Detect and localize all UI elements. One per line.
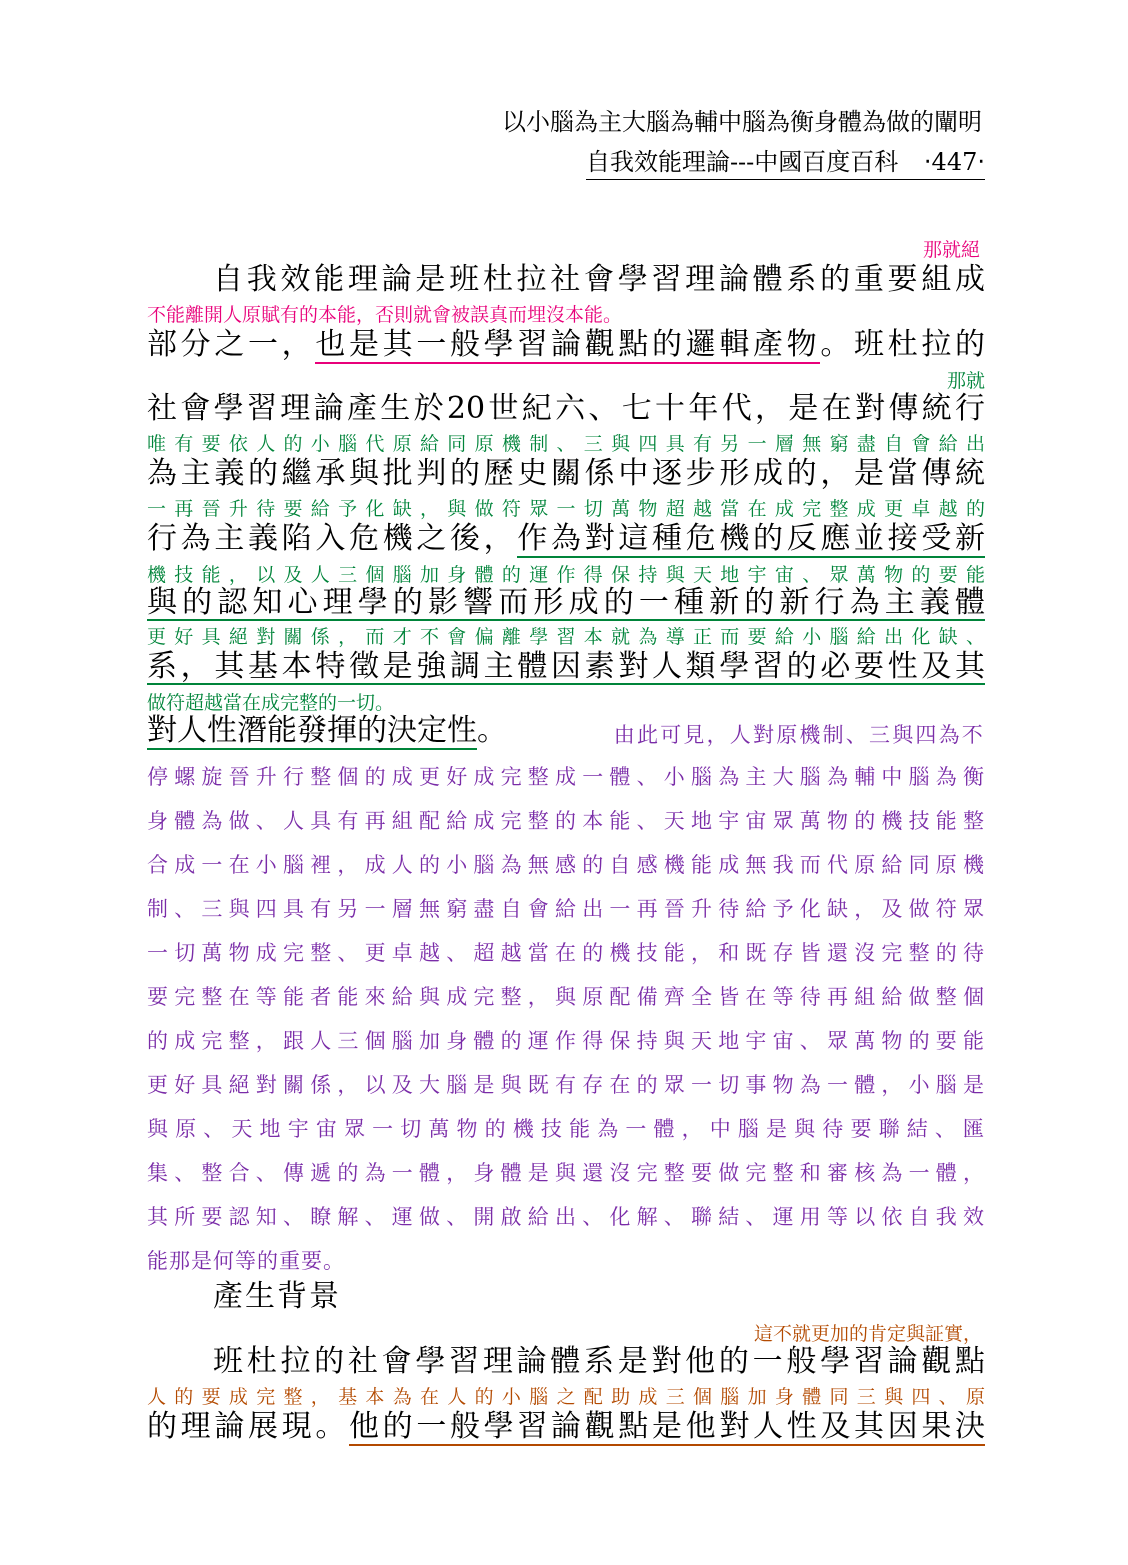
text-segment: 的理論展現。 [147,1409,349,1444]
paragraph-line: 停螺旋晉升行整個的成更好成完整成一體、小腦為主大腦為輔中腦為衡 [147,765,985,789]
underlined-phrase: 與的認知心理學的影響而形成的一種新的新行為主義體 [147,585,985,620]
paragraph-line: 合成一在小腦裡，成人的小腦為無感的自感機能成無我而代原給同原機 [147,853,985,877]
annotation-6: 更好具絕對關係，而才不會偏離學習本就為導正而要給小腦給出化缺、 [147,626,985,648]
paragraph-line: 身體為做、人具有再組配給成完整的本能、天地宇宙眾萬物的機技能整 [147,809,985,833]
main-line-9: 班杜拉的社會學習理論體系是對他的一般學習論觀點 [213,1344,985,1379]
main-line-7 [147,649,985,685]
paragraph-line: 制、三與四具有另一層無窮盡自會給出一再晉升待給予化缺，及做符眾 [147,897,985,921]
page-header-subtitle-row [586,146,985,180]
paragraph-line: 其所要認知、瞭解、運做、開啟給出、化解、聯結、運用等以依自我效 [147,1205,985,1229]
paragraph-line: 集、整合、傳遞的為一體，身體是與還沒完整要做完整和審核為一體， [147,1161,985,1185]
purple-text-segment: 由此可見，人對原機制、三與四為不 [613,723,985,747]
underlined-phrase: 也是其一般學習論觀點的邏輯產物 [315,327,821,362]
main-line-8 [147,713,985,749]
text-segment: 行為主義陷入危機之後， [147,521,518,556]
paragraph-line: 能那是何等的重要。 [147,1249,345,1273]
annotation-9: 人的要成完整，基本為在人的小腦之配助成三個腦加身體同三與四、原 [147,1386,985,1408]
annotation-3: 唯有要依人的小腦代原給同原機制、三與四具有另一層無窮盡自會給出 [147,433,985,455]
paragraph-line: 的成完整，跟人三個腦加身體的運作得保持與天地宇宙、眾萬物的要能 [147,1029,985,1053]
paragraph-line: 要完整在等能者能來給與成完整，與原配備齊全皆在等待再組給做整個 [147,985,985,1009]
text-segment: 。 [477,713,507,748]
annotation-5: 機技能，以及人三個腦加身體的運作得保持與天地宇宙、眾萬物的要能 [147,564,985,586]
page-header-subtitle: 自我效能理論---中國百度百科 [585,148,899,176]
paragraph-line: 與原、天地宇宙眾一切萬物的機技能為一體，中腦是與待要聯結、匯 [147,1117,985,1141]
main-line-3: 社會學習理論產生於20世紀六、七十年代，是在對傳統行 [147,391,985,426]
main-line-4: 為主義的繼承與批判的歷史關係中逐步形成的，是當傳統 [147,456,985,491]
annotation-1: 不能離開人原賦有的本能，否則就會被誤真而埋沒本能。 [147,304,623,326]
main-line-10 [147,1409,985,1445]
text-segment: 。班杜拉的 [820,327,986,362]
main-line-1: 自我效能理論是班杜拉社會學習理論體系的重要組成 [213,262,985,297]
main-line-2 [147,327,985,363]
underlined-phrase: 對人性潛能發揮的決定性 [147,713,477,748]
annotation-4: 一再晉升待要給予化缺，與做符眾一切萬物超越當在成完整成更卓越的 [147,498,985,520]
underlined-phrase: 他的一般學習論觀點是他對人性及其因果決 [349,1409,985,1444]
paragraph-line: 更好具絕對關係，以及大腦是與既有存在的眾一切事物為一體，小腦是 [147,1073,985,1097]
page-number: ‧447‧ [923,148,985,176]
underlined-phrase: 作為對這種危機的反應並接受新 [517,521,986,556]
text-segment: 部分之一， [147,327,316,362]
annotation-7: 做符超越當在成完整的一切。 [147,692,395,714]
underlined-phrase: 系，其基本特徵是強調主體因素對人類學習的必要性及其 [147,649,985,684]
page-header-title: 以小腦為主大腦為輔中腦為衡身體為做的闡明 [502,108,982,136]
annotation-0: 那就絕 [922,239,980,261]
section-heading: 產生背景 [213,1279,341,1314]
paragraph-line: 一切萬物成完整、更卓越、超越當在的機技能，和既存皆還沒完整的待 [147,941,985,965]
main-line-5 [147,521,985,557]
annotation-2: 那就 [946,370,985,392]
annotation-8: 這不就更加的肯定與証實， [753,1323,982,1345]
main-line-6 [147,585,985,621]
